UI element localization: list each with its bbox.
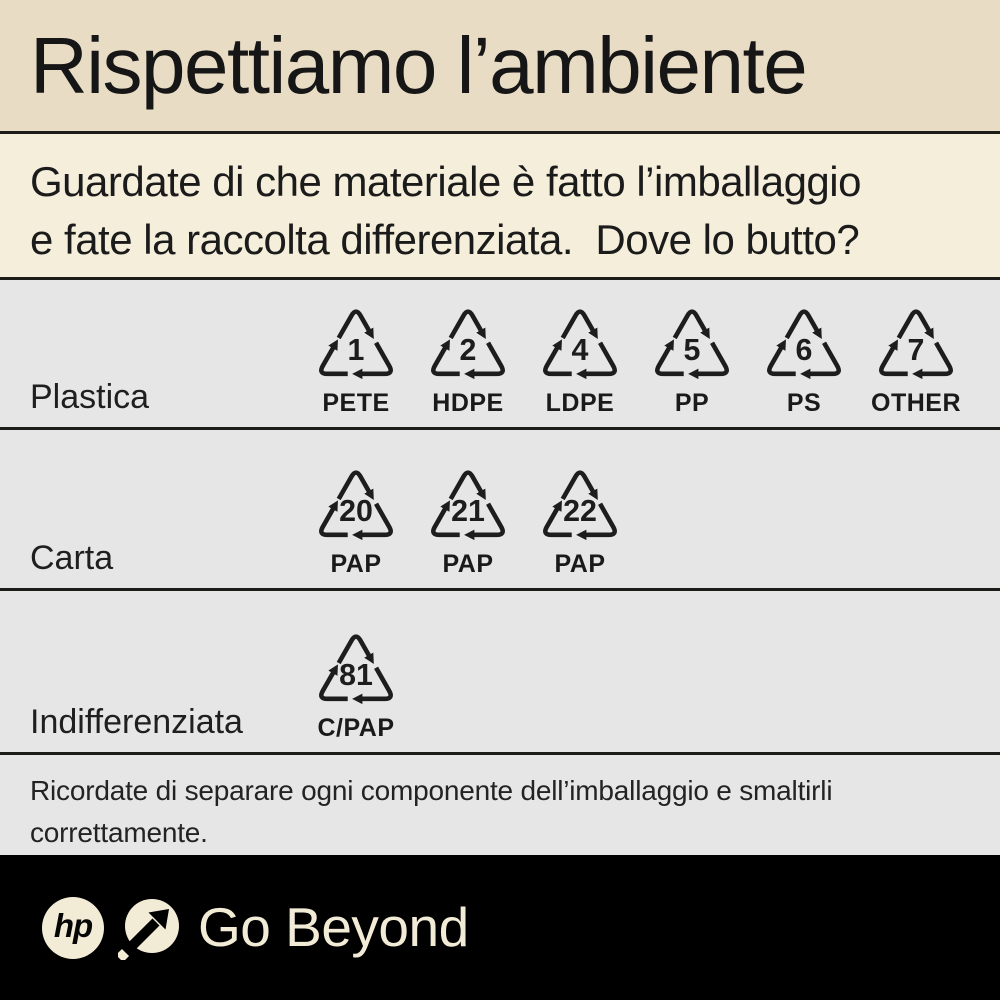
- indifferenziata-symbols: [310, 626, 402, 743]
- symbol-number: 22: [563, 495, 597, 529]
- intro-line-1: Guardate di che materiale è fatto l’imballaggio: [30, 158, 861, 205]
- recycling-symbol: [534, 301, 626, 418]
- footnote-line-1: Ricordate di separare ogni componente dell’imballaggio e smaltirli correttamente.: [30, 775, 833, 848]
- symbol-number: 1: [347, 334, 365, 368]
- recycle-triangle-icon: [758, 301, 850, 386]
- recycling-symbol: [310, 301, 402, 418]
- recycling-symbol: [310, 462, 402, 579]
- symbol-number: 21: [451, 495, 485, 529]
- hp-logo-text: hp: [53, 906, 93, 944]
- recycle-triangle-icon: [534, 301, 626, 386]
- recycle-triangle-icon: [422, 301, 514, 386]
- recycling-symbol: [534, 462, 626, 579]
- title-section: [0, 0, 1000, 131]
- material-code: PAP: [442, 550, 494, 578]
- material-code: PP: [674, 389, 710, 417]
- intro-line-2: e fate la raccolta differenziata. Dove lo butto?: [30, 215, 860, 263]
- footnote-section: [0, 755, 1000, 855]
- recycle-triangle-icon: [534, 462, 626, 547]
- recycling-symbol: [422, 462, 514, 579]
- recycling-symbol: [646, 301, 738, 418]
- brand-footer: [0, 855, 1000, 1000]
- recycling-symbol: [870, 301, 962, 418]
- symbol-number: 5: [683, 334, 701, 368]
- recycling-symbol: [758, 301, 850, 418]
- row-label-plastica: Plastica: [30, 378, 150, 416]
- section-plastica: [0, 280, 1000, 427]
- symbol-number: 4: [571, 334, 589, 368]
- recycling-symbol: [310, 626, 402, 743]
- symbol-number: 6: [795, 334, 813, 368]
- symbol-number: 81: [339, 659, 373, 693]
- section-carta: [0, 430, 1000, 588]
- intro-section: [0, 134, 1000, 277]
- material-code: PAP: [554, 550, 606, 578]
- recycle-triangle-icon: [646, 301, 738, 386]
- recycle-triangle-icon: [422, 462, 514, 547]
- material-code: C/PAP: [317, 714, 395, 742]
- row-label-indifferenziata: Indifferenziata: [30, 703, 243, 741]
- recycle-triangle-icon: [310, 626, 402, 711]
- go-beyond-arrow-icon: [118, 896, 182, 960]
- material-code: PAP: [330, 550, 382, 578]
- section-indifferenziata: [0, 591, 1000, 752]
- material-code: PETE: [322, 389, 390, 417]
- tagline: Go Beyond: [198, 896, 469, 958]
- symbol-number: 2: [459, 334, 477, 368]
- recycle-triangle-icon: [870, 301, 962, 386]
- recycling-symbol: [422, 301, 514, 418]
- recycle-triangle-icon: [310, 462, 402, 547]
- plastica-symbols: [310, 301, 962, 418]
- hp-logo: [42, 897, 104, 959]
- material-code: HDPE: [432, 389, 504, 417]
- symbol-number: 20: [339, 495, 373, 529]
- material-code: LDPE: [545, 389, 615, 417]
- page-title: Rispettiamo l’ambiente: [30, 20, 807, 110]
- material-code: OTHER: [871, 389, 961, 417]
- material-code: PS: [786, 389, 822, 417]
- recycle-triangle-icon: [310, 301, 402, 386]
- row-label-carta: Carta: [30, 539, 114, 577]
- carta-symbols: [310, 462, 626, 579]
- symbol-number: 7: [907, 334, 925, 368]
